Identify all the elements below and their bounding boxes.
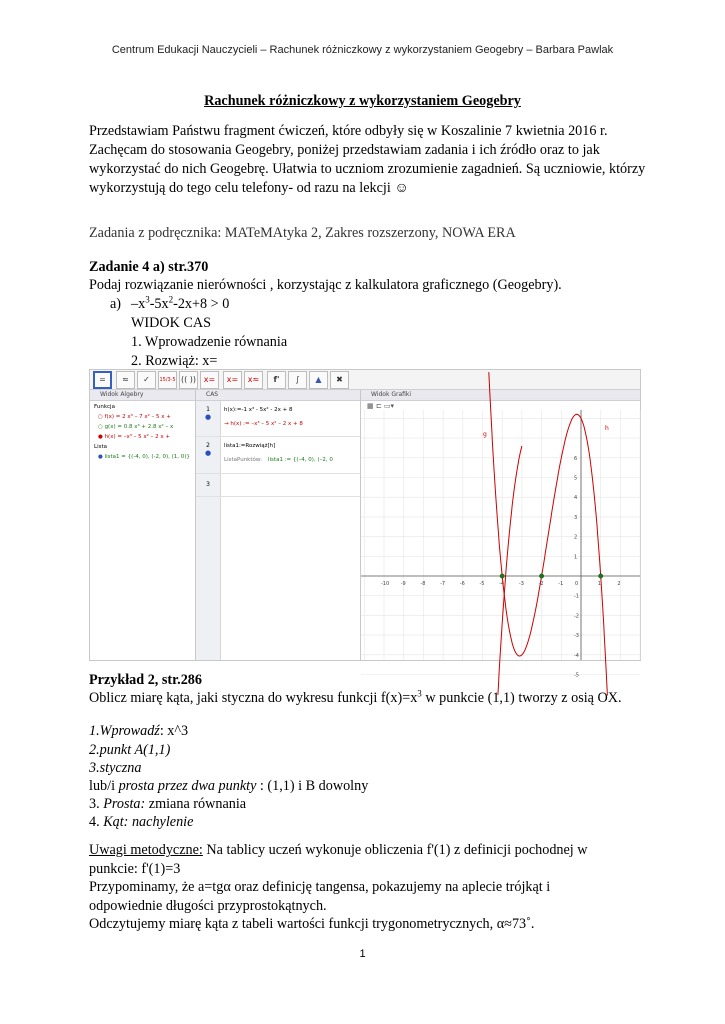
inequality: $-x^3-5x^2-2x+8 > 0$	[131, 294, 230, 312]
cas-output: → h(x) := –x³ – 5 x² – 2 x + 8	[224, 421, 303, 427]
geogebra-screenshot	[89, 369, 641, 679]
toolbar-delete-button[interactable]: ✖	[330, 371, 349, 389]
root-point	[500, 574, 504, 578]
cas-row-number: 1 ●	[196, 401, 221, 436]
x-tick-label: -8	[420, 581, 426, 587]
x-tick-label: -9	[400, 581, 406, 587]
toolbar-factor-button[interactable]: 15/3·5	[158, 371, 177, 389]
geogebra-toolbar	[90, 370, 640, 390]
algebra-h[interactable]: ● h(x) = –x³ – 5 x² – 2 x +	[98, 434, 170, 440]
method-note: Uwagi metodyczne: Na tablicy uczeń wykonuje obliczenia f'(1) z definicji pochodnej w punkcie: f'(1)=3	[89, 842, 588, 877]
toolbar-substitute-button[interactable]: x=	[200, 371, 219, 389]
curve-label-h: h	[605, 425, 609, 432]
graphics-view-title: Widok Grafiki	[361, 390, 640, 401]
toolbar-expand-button[interactable]: (( ))	[179, 371, 198, 389]
method-note-3: Odczytujemy miarę kąta z tabeli wartości funkcji trygonometrycznych, α≈73˚.	[89, 916, 535, 932]
graphics-style-bar[interactable]: ▦ ⊏ ▭▾	[367, 402, 395, 410]
funkcja-group[interactable]: Funkcja	[94, 404, 115, 410]
x-tick-label: -3	[518, 581, 524, 587]
y-tick-label: 4	[574, 495, 578, 502]
y-tick-label: -3	[574, 633, 579, 640]
y-tick-label: 3	[574, 514, 578, 521]
toolbar-solve-button[interactable]: x=	[223, 371, 242, 389]
lista-group[interactable]: Lista	[94, 444, 107, 450]
y-tick-label: 1	[574, 554, 578, 561]
toolbar-nsolve-button[interactable]: x≈	[244, 371, 263, 389]
toolbar-equals-button[interactable]: =	[93, 371, 112, 389]
cas-gutter	[196, 497, 221, 660]
x-tick-label: -4	[499, 581, 505, 587]
x-tick-label: -1	[558, 581, 564, 587]
graphics-view	[361, 390, 640, 679]
algebra-f[interactable]: ○ f(x) = 2 x³ – 7 x² – 5 x +	[98, 414, 171, 420]
toolbar-approx-button[interactable]: ≈	[116, 371, 135, 389]
toolbar-integral-button[interactable]: ∫	[288, 371, 307, 389]
task-text: Podaj rozwiązanie nierówności , korzystając z kalkulatora graficznego (Geogebry).	[89, 277, 562, 293]
toolbar-derivative-button[interactable]: f'	[267, 371, 286, 389]
instruction-1: 1.Wprowadź: x^3	[89, 723, 189, 739]
algebra-view	[90, 390, 196, 660]
x-tick-label: -6	[459, 581, 465, 587]
x-tick-label: -5	[479, 581, 485, 587]
y-tick-label: -1	[574, 593, 579, 600]
y-tick-label: -2	[574, 613, 579, 620]
function-plot	[361, 410, 640, 679]
step-1: 1. Wprowadzenie równania	[131, 334, 288, 350]
cas-row[interactable]	[196, 401, 360, 437]
cas-row[interactable]	[196, 437, 360, 474]
algebra-lista1[interactable]: ● lista1 = {(-4, 0), (-2, 0), (1, 0)}	[98, 454, 190, 460]
toolbar-probability-button[interactable]: ▲	[309, 371, 328, 389]
cas-input[interactable]: h(x):=-1 x³ - 5x² - 2x + 8	[224, 407, 293, 413]
cas-view	[196, 390, 361, 660]
x-tick-label: -2	[538, 581, 544, 587]
view-name: WIDOK CAS	[131, 315, 211, 331]
page-number: 1	[359, 948, 366, 960]
cas-row-number: 3	[196, 474, 221, 496]
y-tick-label: 6	[574, 455, 578, 462]
algebra-view-title: Widok Algebry	[90, 390, 195, 401]
x-tick-label: 1	[597, 581, 601, 587]
y-tick-label: 5	[574, 475, 578, 482]
instruction-2: 2.punkt A(1,1)	[89, 742, 171, 758]
cas-view-title: CAS	[196, 390, 360, 401]
intro-paragraph: Przedstawiam Państwu fragment ćwiczeń, które odbyły się w Koszalinie 7 kwietnia 2016 r. Zachęcam do stosowania Geogebry, poniżej przedstawiam zadania i ich źródło oraz to jak wykorzystać do nich Geogebrę. Ułatwia to uczniom zrozumienie zagadnień. Są uczniowie, którzy wykorzystują do tego celu telefony- od razu na lekcji ☺	[89, 123, 646, 196]
instruction-6: 4. Kąt: nachylenie	[89, 814, 194, 830]
curve-h	[489, 372, 608, 695]
x-tick-label: 0	[575, 581, 579, 587]
item-label: a)	[110, 296, 122, 312]
cas-input[interactable]: lista1:=Rozwiąż[h]	[224, 443, 276, 449]
instruction-3: 3.styczna	[89, 760, 142, 776]
instruction-5: 3. Prosta: zmiana równania	[89, 796, 247, 812]
example-heading: Przykład 2, str.286	[89, 672, 202, 688]
cas-output: lista1 := {(–4, 0), (–2, 0	[268, 457, 333, 463]
document-title: Rachunek różniczkowy z wykorzystaniem Geogebry	[204, 93, 521, 109]
algebra-g[interactable]: ○ g(x) = 0.8 x³ + 2.8 x² – x	[98, 424, 174, 430]
step-2: 2. Rozwiąż: x=	[131, 353, 218, 369]
x-tick-label: 2	[617, 581, 621, 587]
cas-row[interactable]	[196, 474, 360, 497]
example-text: Oblicz miarę kąta, jaki styczna do wykresu funkcji $f(x)=x^3$ w punkcie (1,1) tworzy z osią OX.	[89, 688, 622, 706]
y-tick-label: -4	[574, 652, 579, 659]
source-line: Zadania z podręcznika: MATeMAtyka 2, Zakres rozszerzony, NOWA ERA	[89, 225, 516, 241]
cas-output-label: ListaPunktów:	[224, 457, 262, 463]
root-point	[539, 574, 543, 578]
toolbar-check-button[interactable]: ✓	[137, 371, 156, 389]
method-note-2: Przypominamy, że a=tgα oraz definicję tangensa, pokazujemy na aplecie trójkąt i odpowiednie długości przyprostokątnych.	[89, 879, 551, 914]
x-tick-label: -7	[440, 581, 446, 587]
y-tick-label: 2	[574, 534, 578, 541]
instruction-4: lub/i prosta przez dwa punkty : (1,1) i B dowolny	[89, 778, 369, 794]
page-header: Centrum Edukacji Nauczycieli – Rachunek różniczkowy z wykorzystaniem Geogebry – Barbara Pawlak	[111, 44, 614, 56]
y-tick-label: -5	[574, 672, 579, 679]
cas-row-number: 2 ●	[196, 437, 221, 473]
task-heading: Zadanie 4 a) str.370	[89, 259, 209, 275]
root-point	[599, 574, 603, 578]
x-tick-label: -10	[381, 581, 390, 587]
curve-label-g: g	[483, 431, 487, 438]
